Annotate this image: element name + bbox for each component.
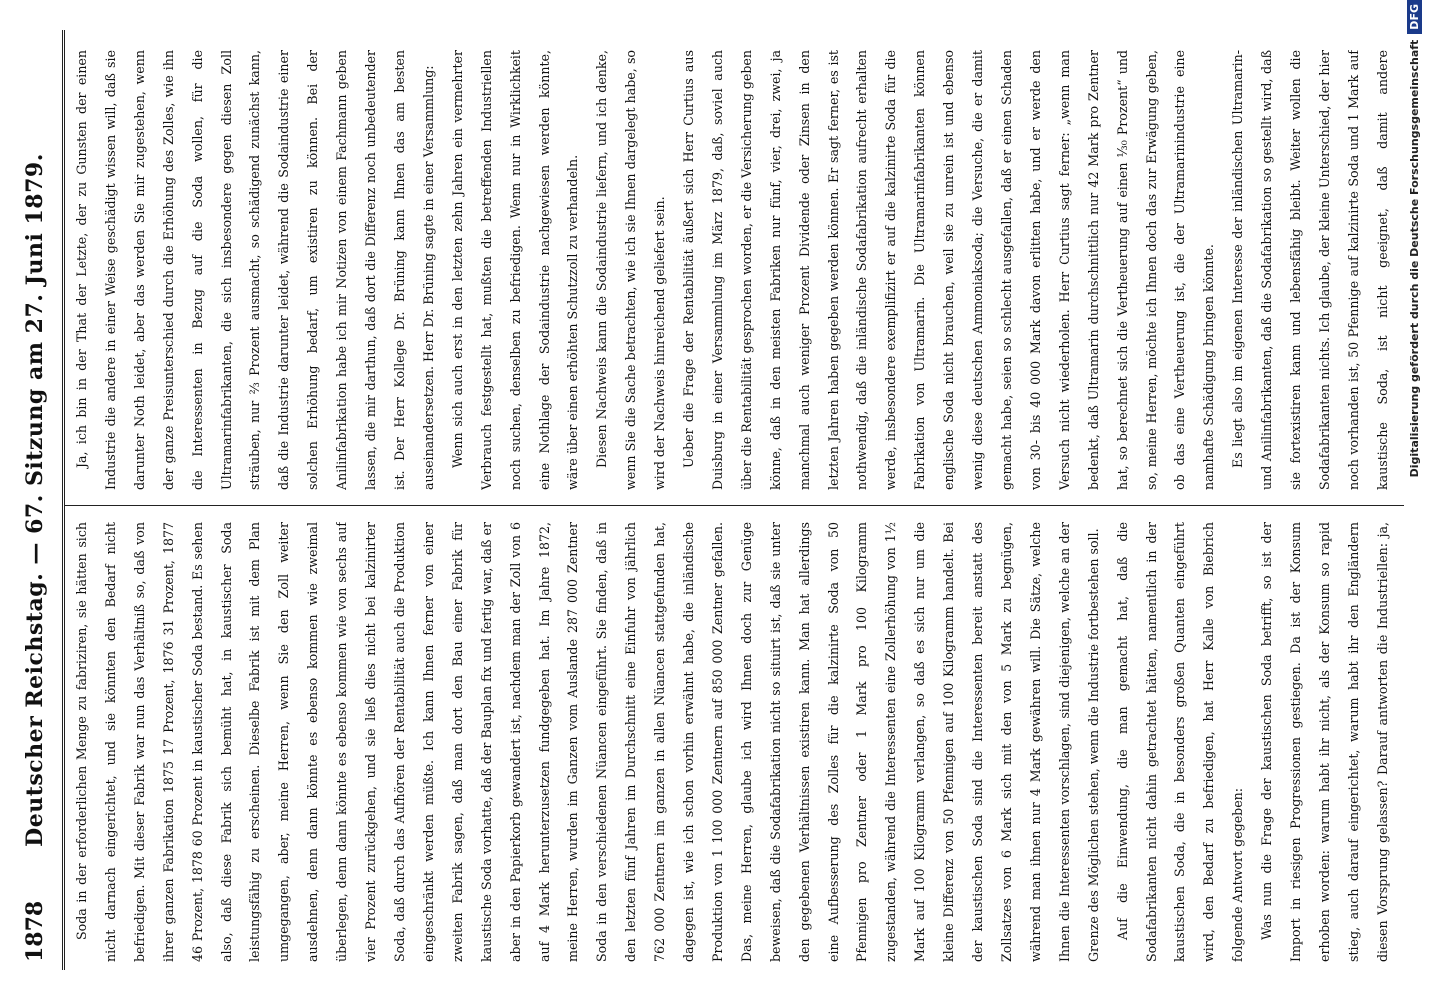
page-title: Deutscher Reichstag. — 67. Sitzung am 27. Juni 1879. [22, 153, 48, 847]
paragraph: Diesen Nachweis kann die Sodaindustrie liefern, und ich denke, wenn Sie die Sache betrachten, wie ich sie Ihnen dargelegt habe, so wird der Nachweis hinreichend geliefert sein. [594, 50, 668, 490]
dfg-logo: DFG [1407, 0, 1422, 34]
credit-text: Digitalisierung gefördert durch die Deutsche Forschungsgemeinschaft [1407, 39, 1421, 478]
page-header [14, 38, 50, 962]
page-number: 1878 [22, 900, 48, 962]
right-column [68, 50, 1398, 490]
quote-paragraph: Was nun die Frage der kaustischen Soda betrifft, so ist der Import in riesigen Progressionen gestiegen. Da ist der Konsum erhoben worden: warum habt ihr nicht, als der Konsum so rapid stieg, auch darauf eingerichtet, warum habt ihr den Engländern diesen Vorsprung gelassen? Darauf antworten die Industriellen: ja, [1259, 522, 1390, 962]
paragraph: Ja, ich bin in der That der Letzte, der zu Gunsten der einen Industrie die andere in einer Weise geschädigt wissen will, daß sie darunter Noth leidet, aber das werden Sie mir zugestehen, wenn der ganze Preisunterschied durch die Erhöhung des Zolles, wie ihn die Interessenten in Bezug auf die Soda wollen, für die Ultramarinfabrikanten, die sich insbesondere gegen diesen Zoll sträuben, nur ⅔ Prozent ausmacht, so schädigend zunächst kann, daß die Industrie darunter leidet, während die Sodaindustrie einer solchen Erhöhung bedarf, um existiren zu können. Bei der Anilinfabrikation habe ich mir Notizen von einem Fachmann geben lassen, die mir darthun, daß dort die Differenz noch unbedeutender ist. Der Herr Kollege Dr. Brüning kann Ihnen das am besten auseinandersetzen. Herr Dr. Brüning sagte in einer Versammlung: [74, 50, 436, 490]
paragraph: Soda in der erforderlichen Menge zu fabriziren, sie hätten sich nicht darnach eingerichtet, und sie könnten den Bedarf nicht befriedigen. Mit dieser Fabrik war nun das Verhältniß so, daß von ihrer ganzen Fabrikation 1875 17 Prozent, 1876 31 Prozent, 1877 46 Prozent, 1878 60 Prozent in kaustischer Soda bestand. Es sehen also, daß diese Fabrik sich bemüht hat, in kaustischer Soda leistungsfähig zu erscheinen. Dieselbe Fabrik ist mit dem Plan umgegangen, aber, meine Herren, wenn Sie den Zoll weiter ausdehnen, denn dann könnte es ebenso kommen wie zweimal überlegen, denn dann könnte es ebenso kommen wie von sechs auf vier Prozent zurückgehen, und sie ließ dies nicht bei kalzinirter Soda, daß durch das Aufhören der Rentabilität auch die Produktion eingeschränkt werden müßte. Ich kann Ihnen ferner von einer zweiten Fabrik sagen, daß man dort den Bau einer Fabrik für kaustische Soda vorhatte, daß der Bauplan fix und fertig war, daß er aber in den Papierkorb gewandert ist, nachdem man der Zoll von 6 auf 4 Mark herunterzusetzen fundgegeben hat. Im Jahre 1872, meine Herren, wurden im Ganzen vom Auslande 287 000 Zentner Soda in den verschiedenen Nüancen eingeführt. Sie finden, daß in den letzten fünf Jahren im Durchschnitt eine Einfuhr von jährlich 762 000 Zentnern im ganzen in allen Nüancen stattgefunden hat, dagegen ist, wie ich schon vorhin erwähnt habe, die inländische Produktion von 1 100 000 Zentnern auf 850 000 Zentner gefallen. Das, meine Herren, glaube ich wird Ihnen doch zur Genüge beweisen, daß die Sodafabrikation nicht so situirt ist, daß sie unter den gegebenen Verhältnissen existiren kann. Man hat allerdings eine Aufbesserung des Zolles für die kalzinirte Soda von 50 Pfennigen pro Zentner oder 1 Mark pro 100 Kilogramm zugestanden, während die Interessenten eine Zollerhöhung von 1½ Mark auf 100 Kilogramm verlangen, so daß es sich nur um die kleine Differenz von 50 Pfennigen auf 100 Kilogramm handelt. Bei der kaustischen Soda sind die Interessenten bereit anstatt des Zollsatzes von 6 Mark sich mit den von 5 Mark zu begnügen, während man ihnen nur 4 Mark gewähren will. Die Sätze, welche Ihnen die Interessenten vorschlagen, sind diejenigen, welche an der Grenze des Möglichen stehen, wenn die Industrie fortbestehen soll. [74, 522, 1101, 962]
left-column [68, 522, 1398, 962]
paragraph: Ueber die Frage der Rentabilität äußert sich Herr Curtius aus Duisburg in einer Versammlung im März 1879, daß, soviel auch über die Rentabilität gesprochen worden, er die Versicherung geben könne, daß in den meisten Fabriken nur fünf, vier, drei, zwei, ja manchmal auch weniger Prozent Dividende oder Zinsen in den letzten Jahren haben gegeben werden können. Er sagt ferner, es ist nothwendig, daß die inländische Sodafabrikation aufrecht erhalten werde, insbesondere exemplifizirt er auf die kalzinirte Soda für die Fabrikation von Ultramarin. Die Ultramarinfabrikanten können englische Soda nicht brauchen, weil sie zu unrein ist und ebenso wenig diese deutschen Ammoniaksoda; die Versuche, die er damit gemacht habe, seien so schlecht ausgefallen, daß er einen Schaden von 30- bis 40 000 Mark davon erlitten habe, und er werde den Versuch nicht wiederholen. Herr Curtius sagt ferner: „wenn man bedenkt, daß Ultramarin durchschnittlich nur 42 Mark pro Zentner hat, so berechnet sich die Vertheuerung auf einen ⅓₀ Prozent“ und so, meine Herren, möchte ich Ihnen doch das zur Erwägung geben, ob das eine Vertheuerung ist, die der Ultramarinindustrie eine namhafte Schädigung bringen könnte. [681, 50, 1217, 490]
paragraph: Auf die Einwendung, die man gemacht hat, daß die Sodafabrikanten nicht dahin getrachtet hätten, namentlich in der kaustischen Soda, die in besonders großen Quanten eingeführt wird, den Bedarf zu befriedigen, hat Herr Kalle von Biebrich folgende Antwort gegeben: [1114, 522, 1246, 962]
digitization-credit [1404, 0, 1424, 1000]
paragraph: Es liegt also im eigenen Interesse der inländischen Ultramarin- und Anilinfabrikanten, daß die Sodafabrikation so gestellt wird, daß sie fortexistiren kann und lebensfähig bleibt. Weiter wollen die Sodafabrikanten nichts. Ich glaube, der kleine Unterschied, der hier noch vorhanden ist, 50 Pfennige auf kalzinirte Soda und 1 Mark auf kaustische Soda, ist nicht geeignet, daß damit andere [1230, 50, 1390, 490]
header-rule [62, 30, 65, 970]
quote-paragraph: Wenn sich auch erst in den letzten zehn Jahren ein vermehrter Verbrauch festgestellt hat, mußten die betreffenden Industriellen noch suchen, denselben zu befriedigen. Wenn nur in Wirklichkeit eine Nothlage der Sodaindustrie nachgewiesen werden könnte, wäre über einen erhöhten Schutzzoll zu verhandeln. [449, 50, 581, 490]
column-divider [64, 505, 1404, 506]
